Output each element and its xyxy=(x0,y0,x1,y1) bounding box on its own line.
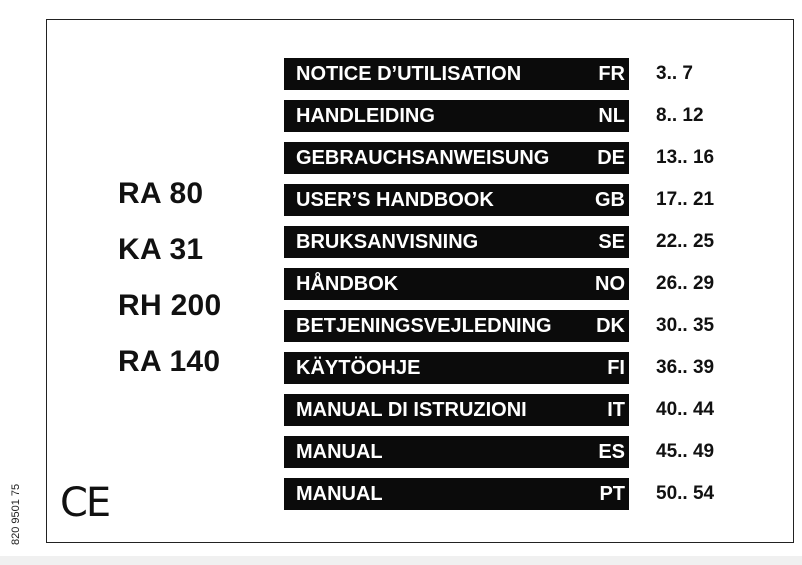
manual-title: KÄYTÖOHJE xyxy=(296,357,421,379)
model-name: KA 31 xyxy=(118,233,204,266)
language-bar xyxy=(284,58,629,90)
manual-title: BETJENINGSVEJLEDNING xyxy=(296,315,552,337)
page-bottom-strip xyxy=(0,556,802,565)
part-number: 820 9501 75 xyxy=(10,483,22,545)
page-range: 13.. 16 xyxy=(656,147,715,168)
model-name: RH 200 xyxy=(118,289,222,322)
page-range: 36.. 39 xyxy=(656,357,715,378)
page-range: 8.. 12 xyxy=(656,105,704,126)
manual-title: HANDLEIDING xyxy=(296,105,435,127)
model-name: RA 80 xyxy=(118,177,204,210)
language-bar xyxy=(284,184,629,216)
page-range: 50.. 54 xyxy=(656,483,715,504)
language-bar xyxy=(284,142,629,174)
language-code: SE xyxy=(598,231,625,253)
manual-title: GEBRAUCHSANWEISUNG xyxy=(296,147,550,169)
manual-title: HÅNDBOK xyxy=(296,273,399,295)
language-code: DE xyxy=(597,147,625,169)
language-bar xyxy=(284,352,629,384)
language-code: NL xyxy=(598,105,625,127)
language-bar xyxy=(284,226,629,258)
page-range: 45.. 49 xyxy=(656,441,715,462)
language-code: ES xyxy=(598,441,625,463)
language-bar xyxy=(284,394,629,426)
ce-mark-icon: CE xyxy=(60,480,110,526)
language-bar xyxy=(284,436,629,468)
language-bar xyxy=(284,268,629,300)
manual-title: NOTICE D’UTILISATION xyxy=(296,63,522,85)
page-range: 17.. 21 xyxy=(656,189,715,210)
page-range: 26.. 29 xyxy=(656,273,715,294)
language-code: FI xyxy=(607,357,625,379)
language-code: GB xyxy=(595,189,625,211)
manual-title: MANUAL xyxy=(296,441,383,463)
page-range: 22.. 25 xyxy=(656,231,715,252)
page-range: 3.. 7 xyxy=(656,63,693,84)
language-code: PT xyxy=(599,483,625,505)
language-code: IT xyxy=(607,399,625,421)
language-code: DK xyxy=(596,315,625,337)
manual-title: MANUAL xyxy=(296,483,383,505)
manual-title: BRUKSANVISNING xyxy=(296,231,479,253)
language-bar xyxy=(284,100,629,132)
language-bar xyxy=(284,310,629,342)
model-list xyxy=(118,172,222,396)
model-name: RA 140 xyxy=(118,345,221,378)
manual-title: MANUAL DI ISTRUZIONI xyxy=(296,399,527,421)
language-code: FR xyxy=(598,63,625,85)
manual-title: USER’S HANDBOOK xyxy=(296,189,494,211)
language-code: NO xyxy=(595,273,625,295)
page-range: 40.. 44 xyxy=(656,399,715,420)
language-bar xyxy=(284,478,629,510)
page-range: 30.. 35 xyxy=(656,315,715,336)
